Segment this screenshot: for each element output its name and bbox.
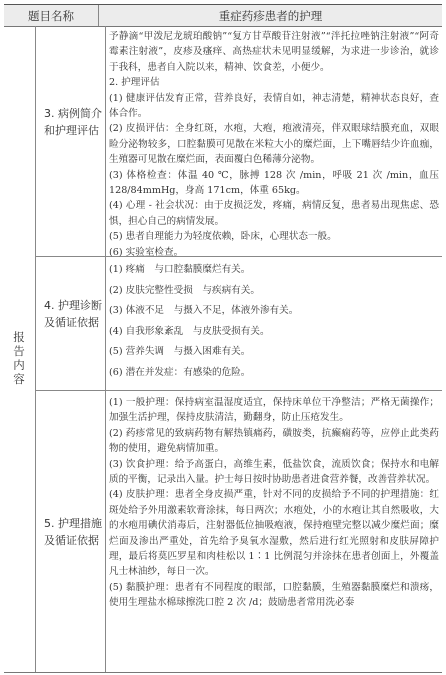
- report-content-label: 报告内容: [13, 330, 25, 386]
- assessment-heading: 2. 护理评估: [109, 77, 160, 89]
- diagnosis-item: (1) 疼痛 与口腔黏膜糜烂有关。: [109, 264, 251, 275]
- header-divider: [98, 5, 99, 26]
- intervention-item: (2) 药疹常见的致病药物有解热镇痛药，磺胺类，抗癫痫药等，应停止此类药物的使用，避免病情加重。: [109, 427, 439, 455]
- side-divider: [35, 26, 36, 672]
- header-title-col: 题目名称: [28, 9, 74, 23]
- diagnosis-item: (3) 体液不足 与摄入不足，体液外渗有关。: [109, 305, 299, 316]
- section-content-diagnosis: [109, 260, 439, 383]
- intervention-item: (3) 饮食护理：给予高蛋白，高维生素，低盐饮食，流质饮食；保持水和电解质的平衡，记录出入量。护士每日按时协助患者进食营养餐，改善营养状况。: [109, 458, 439, 486]
- intervention-item: (1) 一般护理：保持病室温湿度适宜，保持床单位干净整洁；严格无菌操作；加强生活护理，保持皮肤清洁，勤翻身，防止压疮发生。: [109, 397, 439, 424]
- section-content-interventions: [109, 395, 439, 611]
- assessment-item: (2) 皮损评估：全身红斑，水疱，大疱，疱液清亮，伴双眼球结膜充血，双眼睑分泌物较多，口腔黏膜可见散在米粒大小的糜烂面，上下嘴唇结少许血痂，生殖器可见散在糜烂面，表面覆白色稀薄分泌物。: [109, 123, 439, 166]
- assessment-item: (3) 体格检查：体温 40 ℃，脉搏 128 次 /min，呼吸 21 次 /min，血压 128/84mmHg，身高 171cm，体重 65kg。: [109, 169, 439, 197]
- header-topic-col: 重症药疹患者的护理: [218, 9, 323, 23]
- section-title-assessment: 3. 病例简介和护理评估: [44, 107, 102, 137]
- intervention-item: (4) 皮肤护理：患者全身皮损严重，针对不同的皮损给予不同的护理措施：红斑处给予外用激素软膏涂抹，每日两次；水疱处，小的水疱让其自然吸收，大的水疱用碘伏消毒后，注射器低位抽吸疱液，保持疱壁完整以减少糜烂面；糜烂面及渗出严重处，首先给予臭氧水湿敷，然后进行红光照射和皮肤屏障护理，最后将莫匹罗星和肉桂松以 1∶1 比例混匀并涂抹在患者创面上，外覆盖凡士林油纱，每日一次。: [109, 489, 439, 578]
- assessment-item: (6) 实验室检查。: [109, 246, 184, 258]
- assessment-intro: 予静滴“甲泼尼龙琥珀酸钠”“复方甘草酸苷注射液”“泮托拉唑钠注射液”“阿奇霉素注射液”，皮疹及瘙痒、高热症状未见明显缓解，为求进一步诊治，就诊于我科，患者自入院以来，精神、饮食差，小便少。: [109, 31, 439, 73]
- table-header: [4, 5, 442, 27]
- assessment-item: (5) 患者自理能力为轻度依赖，卧床，心理状态一般。: [109, 231, 337, 243]
- diagnosis-item: (4) 自我形象紊乱 与皮肤受损有关。: [109, 325, 270, 337]
- nursing-report-table: [4, 4, 442, 673]
- assessment-item: (1) 健康评估发育正常，营养良好，表情自如，神志清楚，精神状态良好，查体合作。: [109, 92, 439, 120]
- diagnosis-item: (2) 皮肤完整性受损 与疾病有关。: [109, 284, 260, 296]
- section-title-interventions: 5. 护理措施及循证依据: [44, 517, 102, 547]
- section-title-diagnosis: 4. 护理诊断及循证依据: [44, 299, 102, 329]
- row-divider-2: [35, 390, 442, 391]
- section-content-assessment: [109, 29, 439, 260]
- diagnosis-item: (6) 潜在并发症：有感染的危险。: [109, 366, 251, 378]
- assessment-item: (4) 心理 - 社会状况：由于皮损泛发，疼痛，病情反复，患者易出现焦虑、恐惧，担心自己的病情发展。: [109, 200, 439, 227]
- intervention-item: (5) 黏膜护理：患者有不同程度的眼部，口腔黏膜，生殖器黏膜糜烂和溃疡，使用生理盐水棉球擦洗口腔 2 次 /d；鼓励患者常用洗必泰: [109, 581, 439, 609]
- diagnosis-item: (5) 营养失调 与摄入困难有关。: [109, 346, 251, 357]
